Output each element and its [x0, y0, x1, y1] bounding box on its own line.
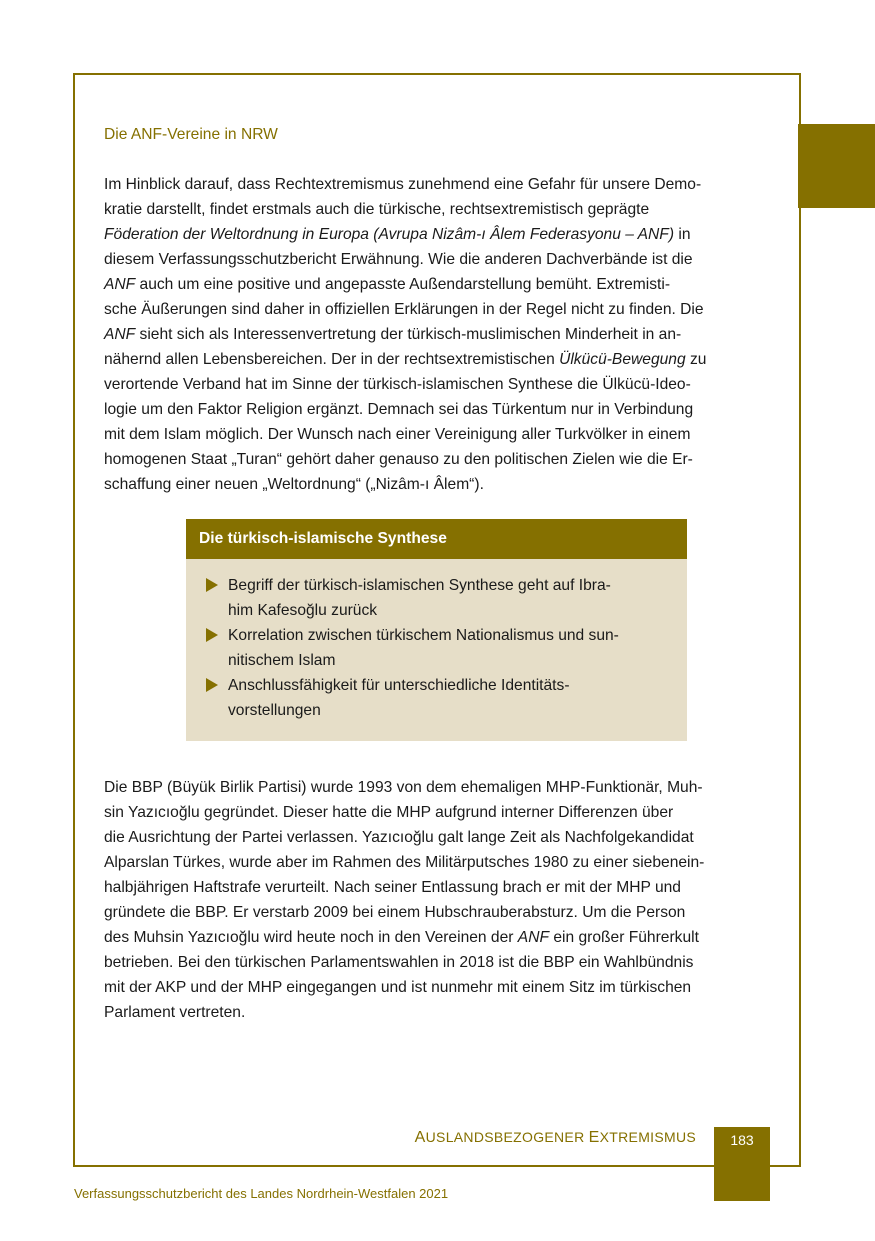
text-line: ANF sieht sich als Interessenvertretung der türkisch-muslimischen Minderheit in an- [104, 326, 682, 343]
text-line: nähernd allen Lebensbereichen. Der in der rechtsextremistischen Ülkücü-Bewegung zu [104, 351, 707, 368]
info-box [186, 519, 687, 741]
organization-name: Föderation der Weltordnung in Europa (Avrupa Nizâm-ı Âlem Federasyonu – ANF) [104, 226, 675, 243]
text-line: betrieben. Bei den türkischen Parlamentswahlen in 2018 ist die BBP ein Wahlbündnis [104, 954, 694, 971]
report-title: Verfassungsschutzbericht des Landes Nordrhein-Westfalen 2021 [74, 1186, 449, 1201]
paragraph-bbp [104, 775, 769, 1025]
text-line: gründete die BBP. Er verstarb 2009 bei einem Hubschrauberabsturz. Um die Person [104, 904, 686, 921]
text-line: mit der AKP und der MHP eingegangen und ist nunmehr mit einem Sitz im türkischen [104, 979, 692, 996]
list-item: Anschlussfähigkeit für unterschiedliche Identitäts- vorstellungen [206, 673, 667, 723]
text-line: sin Yazıcıoğlu gegründet. Dieser hatte die MHP aufgrund interner Differenzen über [104, 804, 674, 821]
text-line: sche Äußerungen sind daher in offiziellen Erklärungen in der Regel nicht zu finden. Die [104, 301, 704, 318]
info-box-title: Die türkisch-islamische Synthese [186, 519, 687, 559]
text-line: kratie darstellt, findet erstmals auch die türkische, rechtsextremistisch geprägte [104, 201, 650, 218]
text-line: schaffung einer neuen „Weltordnung“ („Nizâm-ı Âlem“). [104, 476, 484, 493]
text-line: des Muhsin Yazıcıoğlu wird heute noch in den Vereinen der ANF ein großer Führerkult [104, 929, 699, 946]
anf-abbrev: ANF [104, 276, 136, 293]
triangle-bullet-icon [206, 628, 218, 642]
text-line: Föderation der Weltordnung in Europa (Avrupa Nizâm-ı Âlem Federasyonu – ANF) in [104, 226, 691, 243]
text-line: Alparslan Türkes, wurde aber im Rahmen des Militärputsches 1980 zu einer siebenein- [104, 854, 705, 871]
text-line: mit dem Islam möglich. Der Wunsch nach einer Vereinigung aller Turkvölker in einem [104, 426, 691, 443]
text-line: die Ausrichtung der Partei verlassen. Yazıcıoğlu galt lange Zeit als Nachfolgekandidat [104, 829, 694, 846]
triangle-bullet-icon [206, 678, 218, 692]
text-line: Die BBP (Büyük Birlik Partisi) wurde 1993 von dem ehemaligen MHP-Funktionär, Muh- [104, 779, 703, 796]
movement-name: Ülkücü-Bewegung [559, 351, 686, 368]
info-box-list [186, 559, 687, 741]
anf-abbrev: ANF [517, 929, 549, 946]
text-line: Parlament vertreten. [104, 1004, 246, 1021]
chapter-tab [798, 124, 875, 208]
running-section-title: AUSLANDSBEZOGENER EXTREMISMUS [414, 1129, 696, 1146]
text-line: logie um den Faktor Religion ergänzt. Demnach sei das Türkentum nur in Verbindung [104, 401, 694, 418]
text-line: ANF auch um eine positive und angepasste Außendarstellung bemüht. Extremisti- [104, 276, 671, 293]
paragraph-anf [104, 172, 769, 497]
main-content [104, 118, 769, 1025]
section-title: Die ANF-Vereine in NRW [104, 126, 278, 143]
page-number: 183 [714, 1127, 770, 1201]
triangle-bullet-icon [206, 578, 218, 592]
list-item: Begriff der türkisch-islamischen Synthese geht auf Ibra- him Kafesoğlu zurück [206, 573, 667, 623]
text-line: halbjährigen Haftstrafe verurteilt. Nach seiner Entlassung brach er mit der MHP und [104, 879, 681, 896]
text-line: Im Hinblick darauf, dass Rechtextremismus zunehmend eine Gefahr für unsere Demo- [104, 176, 702, 193]
text-line: diesem Verfassungsschutzbericht Erwähnung. Wie die anderen Dachverbände ist die [104, 251, 693, 268]
text-line: verortende Verband hat im Sinne der türkisch-islamischen Synthese die Ülkücü-Ideo- [104, 376, 691, 393]
list-item: Korrelation zwischen türkischem Nationalismus und sun- nitischem Islam [206, 623, 667, 673]
anf-abbrev: ANF [104, 326, 136, 343]
text-line: homogenen Staat „Turan“ gehört daher genauso zu den politischen Zielen wie die Er- [104, 451, 693, 468]
